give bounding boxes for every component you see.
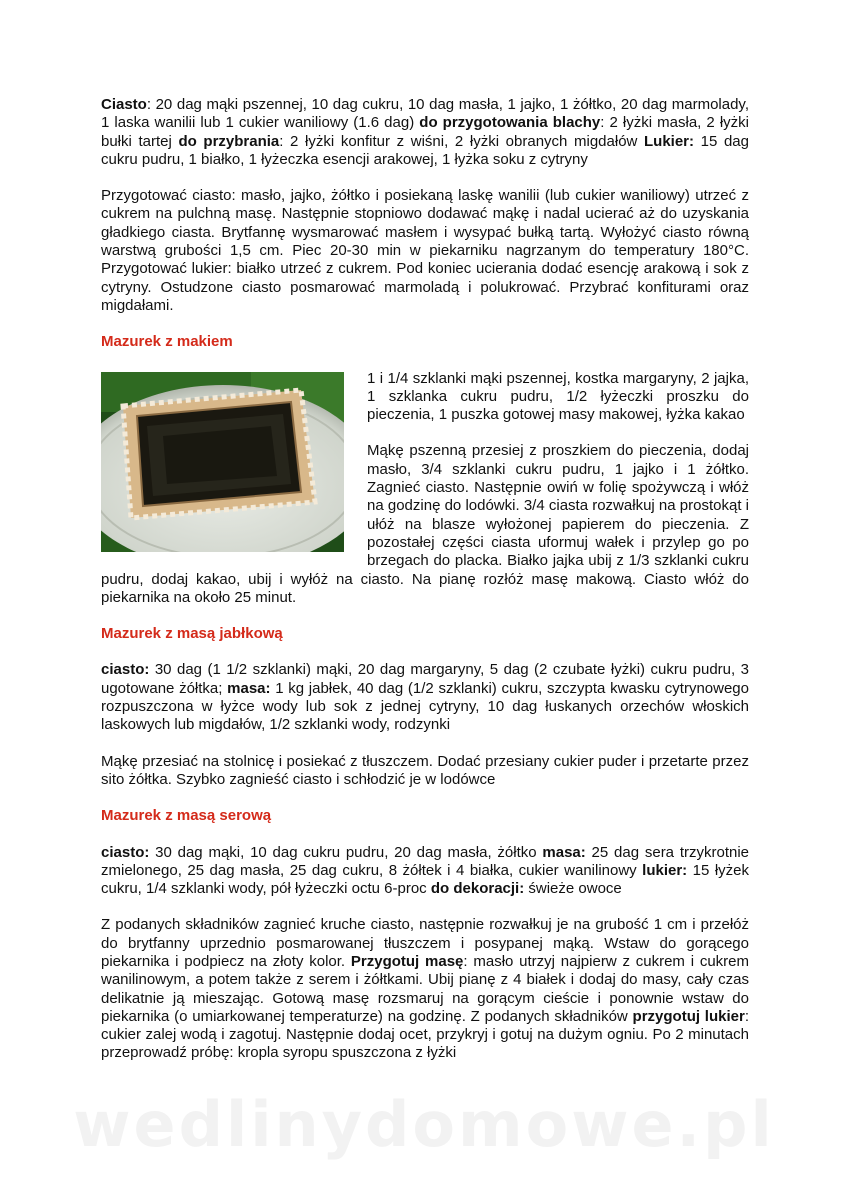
label-masa: masa: xyxy=(227,679,271,697)
jablkowa-method: Mąkę przesiać na stolnicę i posiekać z tłuszczem. Dodać przesiany cukier puder i przetarte przez sito żółtka. Szybko zagnieść ciasto i schłodzić je w lodówce xyxy=(101,752,749,788)
document-page xyxy=(101,96,749,1081)
serowa-method: Z podanych składników zagnieć kruche ciasto, następnie rozwałkuj je na grubość 1 cm i przełóż do brytfanny uprzednio posmarowanej tłuszczem i posypanej mąką. Wstaw do gorącego piekarnika i podpiecz na złoty kolor. Przygotuj masę: masło utrzyj najpierw z cukrem i cukrem wanilinowym, a potem także z serem i żółtkami. Ubij pianę z 4 białek i dodaj do masy, cały czas delikatnie ją mieszając. Gotową masę rozsmaruj na gorącym cieście i ponownie wstaw do piekarnika (o umiarkowanej temperaturze) na godzinę. Z podanych składników przygotuj lukier: cukier zalej wodą i zagotuj. Następnie dodaj ocet, przykryj i gotuj na dużym ogniu. Po 2 minutach przeprowadź próbę: kropla syropu spuszczona z łyżki xyxy=(101,916,750,1062)
label-ciasto: Ciasto xyxy=(101,96,147,113)
serowa-ingredients: ciasto: 30 dag mąki, 10 dag cukru pudru, 20 dag masła, żółtko masa: 25 dag sera trzykrotnie zmielonego, 25 dag masła, 25 dag cukru, 8 żółtek i 4 białka, cukier wanilinowy lukier: 15 łyżek cukru, 1/4 szklanki wody, pół łyżeczki octu 6-proc do dekoracji: świeże owoce xyxy=(101,843,750,898)
label-przygotuj-lukier: przygotuj lukier xyxy=(632,1007,745,1025)
label-ciasto: ciasto: xyxy=(101,661,150,679)
makiem-method: Mąkę pszenną przesiej z proszkiem do pieczenia, dodaj masło, 3/4 szklanki cukru pudru, 1 jajko i 1 żółtko. Zagnieć ciasto. Następnie owiń w folię spożywczą i włóż na godzinę do lodówki. 3/4 ciasta rozwałkuj na prostokąt i ułóż na blasze wyłożonej papierem do pieczenia. Z pozostałej części ciasta uformuj wałek i przylep go po brzegach do placka. Białko jajka ubij z 1/3 szklanki cukru pudru, dodaj kakao, ubij i wyłóż na ciasto. Na pianę rozłóż masę makową. Ciasto włóż do piekarnika na około 25 minut. xyxy=(101,442,749,606)
section-title-jablkowa: Mazurek z masą jabłkową xyxy=(101,625,283,643)
section-title-makiem: Mazurek z makiem xyxy=(101,333,233,351)
label-masa: masa: xyxy=(542,843,586,861)
intro-method: Przygotować ciasto: masło, jajko, żółtko i posiekaną laskę wanilii (lub cukier waniliowy) utrzeć z cukrem na pulchną masę. Następnie stopniowo dodawać mąkę i nadal ucierać aż do uzyskania gładkiego ciasta. Brytfannę wysmarować masłem i wysypać bułką tartą. Wyłożyć ciasto równą warstwą grubości 1,5 cm. Piec 20-30 min w piekarniku nagrzanym do temperatury 180°C. Przygotować lukier: białko utrzeć z cukrem. Pod koniec ucierania dodać esencję arakową i sok z cytryny. Ostudzone ciasto posmarować marmoladą i polukrować. Przybrać konfiturami oraz migdałami. xyxy=(101,187,749,314)
label-przygotuj-mase: Przygotuj masę xyxy=(350,952,464,970)
jablkowa-ingredients: ciasto: 30 dag (1 1/2 szklanki) mąki, 20 dag margaryny, 5 dag (2 czubate łyżki) cukru pudru, 3 ugotowane żółtka; masa: 1 kg jabłek, 40 dag (1/2 szklanki) cukru, szczypta kwasku cytrynowego rozpuszczona w łyżce wody lub sok z jednej cytryny, 10 dag łuskanych orzechów włoskich laskowych lub migdałów, 1/2 szklanki wody, rodzynki xyxy=(101,661,749,734)
section-title-serowa: Mazurek z masą serową xyxy=(101,807,272,825)
label-przybrania: do przybrania xyxy=(178,132,280,150)
makiem-ingredients: 1 i 1/4 szklanki mąki pszennej, kostka margaryny, 2 jajka, 1 szklanka cukru pudru, 1/2 łyżeczki proszku do pieczenia, 1 puszka gotowej masy makowej, łyżka kakao xyxy=(367,369,749,424)
intro-ingredients: Ciasto: 20 dag mąki pszennej, 10 dag cukru, 10 dag masła, 1 jajko, 1 żółtko, 20 dag marmolady, 1 laska wanilii lub 1 cukier waniliowy (1.6 dag) do przygotowania blachy: 2 łyżki masła, 2 łyżki bułki tartej do przybrania: 2 łyżki konfitur z wiśni, 2 łyżki obranych migdałów Lukier: 15 dag cukru pudru, 1 białko, 1 łyżeczka esencji arakowej, 1 łyżka soku z cytryny xyxy=(101,96,749,168)
label-lukier: Lukier: xyxy=(644,132,695,150)
label-lukier: lukier: xyxy=(642,861,688,879)
label-dekoracji: do dekoracji: xyxy=(430,880,525,898)
label-blacha: do przygotowania blachy xyxy=(419,114,601,132)
site-watermark: wedlinydomowe.pl xyxy=(73,1088,775,1161)
poppy-seed-mazurek-photo xyxy=(101,372,344,552)
label-ciasto: ciasto: xyxy=(101,843,150,861)
